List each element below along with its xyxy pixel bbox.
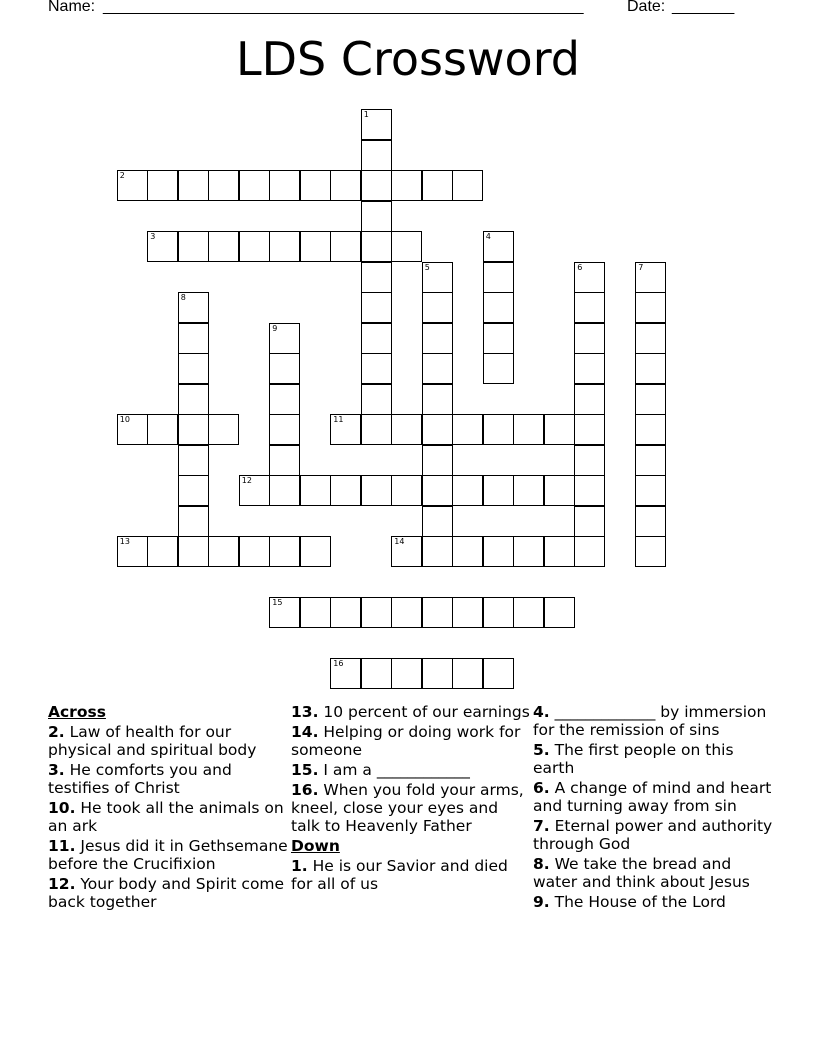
clue-across-3: 3. He comforts you and testifies of Christ — [48, 761, 232, 797]
grid-cell[interactable] — [208, 536, 239, 567]
cell-number: 16 — [333, 659, 344, 669]
grid-cell[interactable] — [178, 506, 209, 537]
grid-cell[interactable] — [300, 475, 331, 506]
grid-cell[interactable] — [422, 445, 453, 476]
grid-cell[interactable] — [635, 292, 666, 323]
grid-cell[interactable] — [178, 475, 209, 506]
grid-cell[interactable] — [452, 597, 483, 628]
cell-number: 9 — [272, 323, 278, 333]
grid-cell[interactable] — [300, 536, 331, 567]
grid-cell[interactable] — [635, 262, 666, 293]
cell-number: 14 — [394, 537, 405, 547]
grid-cell[interactable] — [361, 658, 392, 689]
grid-cell[interactable] — [574, 445, 605, 476]
grid-cell[interactable] — [269, 536, 300, 567]
cell-number: 2 — [119, 171, 125, 181]
down-heading: Down — [291, 837, 340, 855]
grid-cell[interactable] — [269, 353, 300, 384]
grid-cell[interactable] — [544, 414, 575, 445]
grid-cell[interactable] — [422, 658, 453, 689]
grid-cell[interactable] — [361, 597, 392, 628]
clue-down-5: 5. The first people on this earth — [533, 741, 734, 777]
grid-cell[interactable] — [422, 323, 453, 354]
grid-cell[interactable] — [391, 170, 422, 201]
grid-cell[interactable] — [422, 292, 453, 323]
grid-cell[interactable] — [452, 658, 483, 689]
grid-cell[interactable] — [513, 414, 544, 445]
grid-cell[interactable] — [239, 536, 270, 567]
grid-cell[interactable] — [422, 353, 453, 384]
date-label: Date: — [627, 0, 670, 15]
grid-cell[interactable] — [330, 658, 361, 689]
grid-cell[interactable] — [483, 292, 514, 323]
grid-cell[interactable] — [269, 597, 300, 628]
grid-cell[interactable] — [574, 536, 605, 567]
grid-cell[interactable] — [361, 231, 392, 262]
grid-cell[interactable] — [178, 353, 209, 384]
grid-cell[interactable] — [361, 323, 392, 354]
grid-cell[interactable] — [574, 506, 605, 537]
clues-column-3 — [533, 703, 773, 913]
grid-cell[interactable] — [208, 170, 239, 201]
grid-cell[interactable] — [269, 384, 300, 415]
grid-cell[interactable] — [330, 597, 361, 628]
grid-cell[interactable] — [483, 597, 514, 628]
grid-cell[interactable] — [330, 475, 361, 506]
grid-cell[interactable] — [117, 414, 148, 445]
clue-across-15: 15. I am a ____________ — [291, 761, 470, 779]
clue-across-2: 2. Law of health for our physical and spiritual body — [48, 723, 257, 759]
grid-cell[interactable] — [391, 475, 422, 506]
grid-cell[interactable] — [147, 170, 178, 201]
grid-cell[interactable] — [574, 384, 605, 415]
grid-cell[interactable] — [483, 475, 514, 506]
grid-cell[interactable] — [574, 262, 605, 293]
grid-cell[interactable] — [635, 506, 666, 537]
grid-cell[interactable] — [574, 414, 605, 445]
grid-cell[interactable] — [422, 506, 453, 537]
cell-number: 13 — [119, 537, 130, 547]
grid-cell[interactable] — [574, 292, 605, 323]
clue-down-4: 4. _____________ by immersion for the remission of sins — [533, 703, 767, 739]
cell-number: 7 — [638, 262, 644, 272]
cell-number: 4 — [485, 232, 491, 242]
page-title: LDS Crossword — [235, 32, 581, 86]
grid-cell[interactable] — [178, 323, 209, 354]
cell-number: 1 — [363, 110, 369, 120]
grid-cell[interactable] — [269, 414, 300, 445]
grid-cell[interactable] — [361, 170, 392, 201]
grid-cell[interactable] — [422, 384, 453, 415]
cell-number: 8 — [180, 293, 186, 303]
grid-cell[interactable] — [483, 231, 514, 262]
clue-down-9: 9. The House of the Lord — [533, 893, 726, 911]
grid-cell[interactable] — [147, 231, 178, 262]
clue-down-1: 1. He is our Savior and died for all of us — [291, 857, 508, 893]
grid-cell[interactable] — [300, 597, 331, 628]
cell-number: 5 — [424, 262, 430, 272]
across-heading: Across — [48, 703, 106, 721]
cell-number: 12 — [241, 476, 252, 486]
grid-cell[interactable] — [391, 414, 422, 445]
grid-cell[interactable] — [544, 536, 575, 567]
grid-cell[interactable] — [391, 231, 422, 262]
cell-number: 15 — [272, 598, 283, 608]
grid-cell[interactable] — [635, 475, 666, 506]
cell-number: 6 — [577, 262, 583, 272]
grid-cell[interactable] — [513, 475, 544, 506]
grid-cell[interactable] — [239, 170, 270, 201]
grid-cell[interactable] — [269, 170, 300, 201]
grid-cell[interactable] — [147, 414, 178, 445]
cell-number: 10 — [119, 415, 130, 425]
grid-cell[interactable] — [361, 353, 392, 384]
grid-cell[interactable] — [330, 414, 361, 445]
grid-cell[interactable] — [330, 170, 361, 201]
cell-number: 3 — [150, 232, 156, 242]
grid-cell[interactable] — [208, 414, 239, 445]
name-label: Name: — [48, 0, 100, 15]
grid-cell[interactable] — [178, 536, 209, 567]
clue-down-7: 7. Eternal power and authority through God — [533, 817, 773, 853]
grid-cell[interactable] — [300, 170, 331, 201]
grid-cell[interactable] — [361, 384, 392, 415]
grid-cell[interactable] — [391, 536, 422, 567]
grid-cell[interactable] — [635, 353, 666, 384]
grid-cell[interactable] — [269, 475, 300, 506]
grid-cell[interactable] — [361, 292, 392, 323]
clue-across-14: 14. Helping or doing work for someone — [291, 723, 521, 759]
grid-cell[interactable] — [422, 597, 453, 628]
header — [0, 0, 816, 22]
grid-cell[interactable] — [544, 475, 575, 506]
cell-number: 11 — [333, 415, 344, 425]
grid-cell[interactable] — [361, 201, 392, 232]
grid-cell[interactable] — [330, 231, 361, 262]
name-field[interactable]: ______________________________________________________ — [103, 0, 584, 15]
clue-down-6: 6. A change of mind and heart and turning away from sin — [533, 779, 772, 815]
grid-cell[interactable] — [361, 140, 392, 171]
grid-cell[interactable] — [239, 231, 270, 262]
grid-cell[interactable] — [422, 414, 453, 445]
grid-cell[interactable] — [635, 323, 666, 354]
grid-cell[interactable] — [422, 475, 453, 506]
grid-cell[interactable] — [452, 414, 483, 445]
grid-cell[interactable] — [513, 536, 544, 567]
grid-cell[interactable] — [208, 231, 239, 262]
grid-cell[interactable] — [178, 231, 209, 262]
grid-cell[interactable] — [635, 384, 666, 415]
grid-cell[interactable] — [452, 475, 483, 506]
grid-cell[interactable] — [361, 109, 392, 140]
grid-cell[interactable] — [361, 262, 392, 293]
grid-cell[interactable] — [483, 323, 514, 354]
grid-cell[interactable] — [635, 536, 666, 567]
grid-cell[interactable] — [239, 475, 270, 506]
grid-cell[interactable] — [178, 414, 209, 445]
clue-across-13: 13. 10 percent of our earnings — [291, 703, 530, 721]
clues-column-1 — [48, 703, 288, 913]
grid-cell[interactable] — [178, 170, 209, 201]
grid-cell[interactable] — [513, 597, 544, 628]
grid-cell[interactable] — [178, 292, 209, 323]
grid-cell[interactable] — [574, 323, 605, 354]
grid-cell[interactable] — [544, 597, 575, 628]
grid-cell[interactable] — [452, 170, 483, 201]
grid-cell[interactable] — [635, 445, 666, 476]
grid-cell[interactable] — [452, 536, 483, 567]
grid-cell[interactable] — [269, 231, 300, 262]
grid-cell[interactable] — [178, 445, 209, 476]
clues-column-2 — [291, 703, 531, 895]
grid-cell[interactable] — [117, 170, 148, 201]
grid-cell[interactable] — [178, 384, 209, 415]
grid-cell[interactable] — [391, 597, 422, 628]
grid-cell[interactable] — [391, 658, 422, 689]
grid-cell[interactable] — [422, 536, 453, 567]
grid-cell[interactable] — [483, 658, 514, 689]
clue-across-16: 16. When you fold your arms, kneel, close your eyes and talk to Heavenly Father — [291, 781, 524, 835]
grid-cell[interactable] — [483, 414, 514, 445]
grid-cell[interactable] — [574, 353, 605, 384]
date-field[interactable]: _______ — [672, 0, 735, 15]
grid-cell[interactable] — [635, 414, 666, 445]
grid-cell[interactable] — [483, 353, 514, 384]
clue-across-10: 10. He took all the animals on an ark — [48, 799, 284, 835]
grid-cell[interactable] — [147, 536, 178, 567]
grid-cell[interactable] — [117, 536, 148, 567]
grid-cell[interactable] — [361, 414, 392, 445]
clue-down-8: 8. We take the bread and water and think about Jesus — [533, 855, 750, 891]
grid-cell[interactable] — [361, 475, 392, 506]
grid-cell[interactable] — [300, 231, 331, 262]
clue-across-11: 11. Jesus did it in Gethsemane before the Crucifixion — [48, 837, 288, 873]
grid-cell[interactable] — [574, 475, 605, 506]
grid-cell[interactable] — [269, 323, 300, 354]
grid-cell[interactable] — [269, 445, 300, 476]
grid-cell[interactable] — [422, 170, 453, 201]
clue-across-12: 12. Your body and Spirit come back together — [48, 875, 285, 911]
grid-cell[interactable] — [422, 262, 453, 293]
grid-cell[interactable] — [483, 536, 514, 567]
grid-cell[interactable] — [483, 262, 514, 293]
